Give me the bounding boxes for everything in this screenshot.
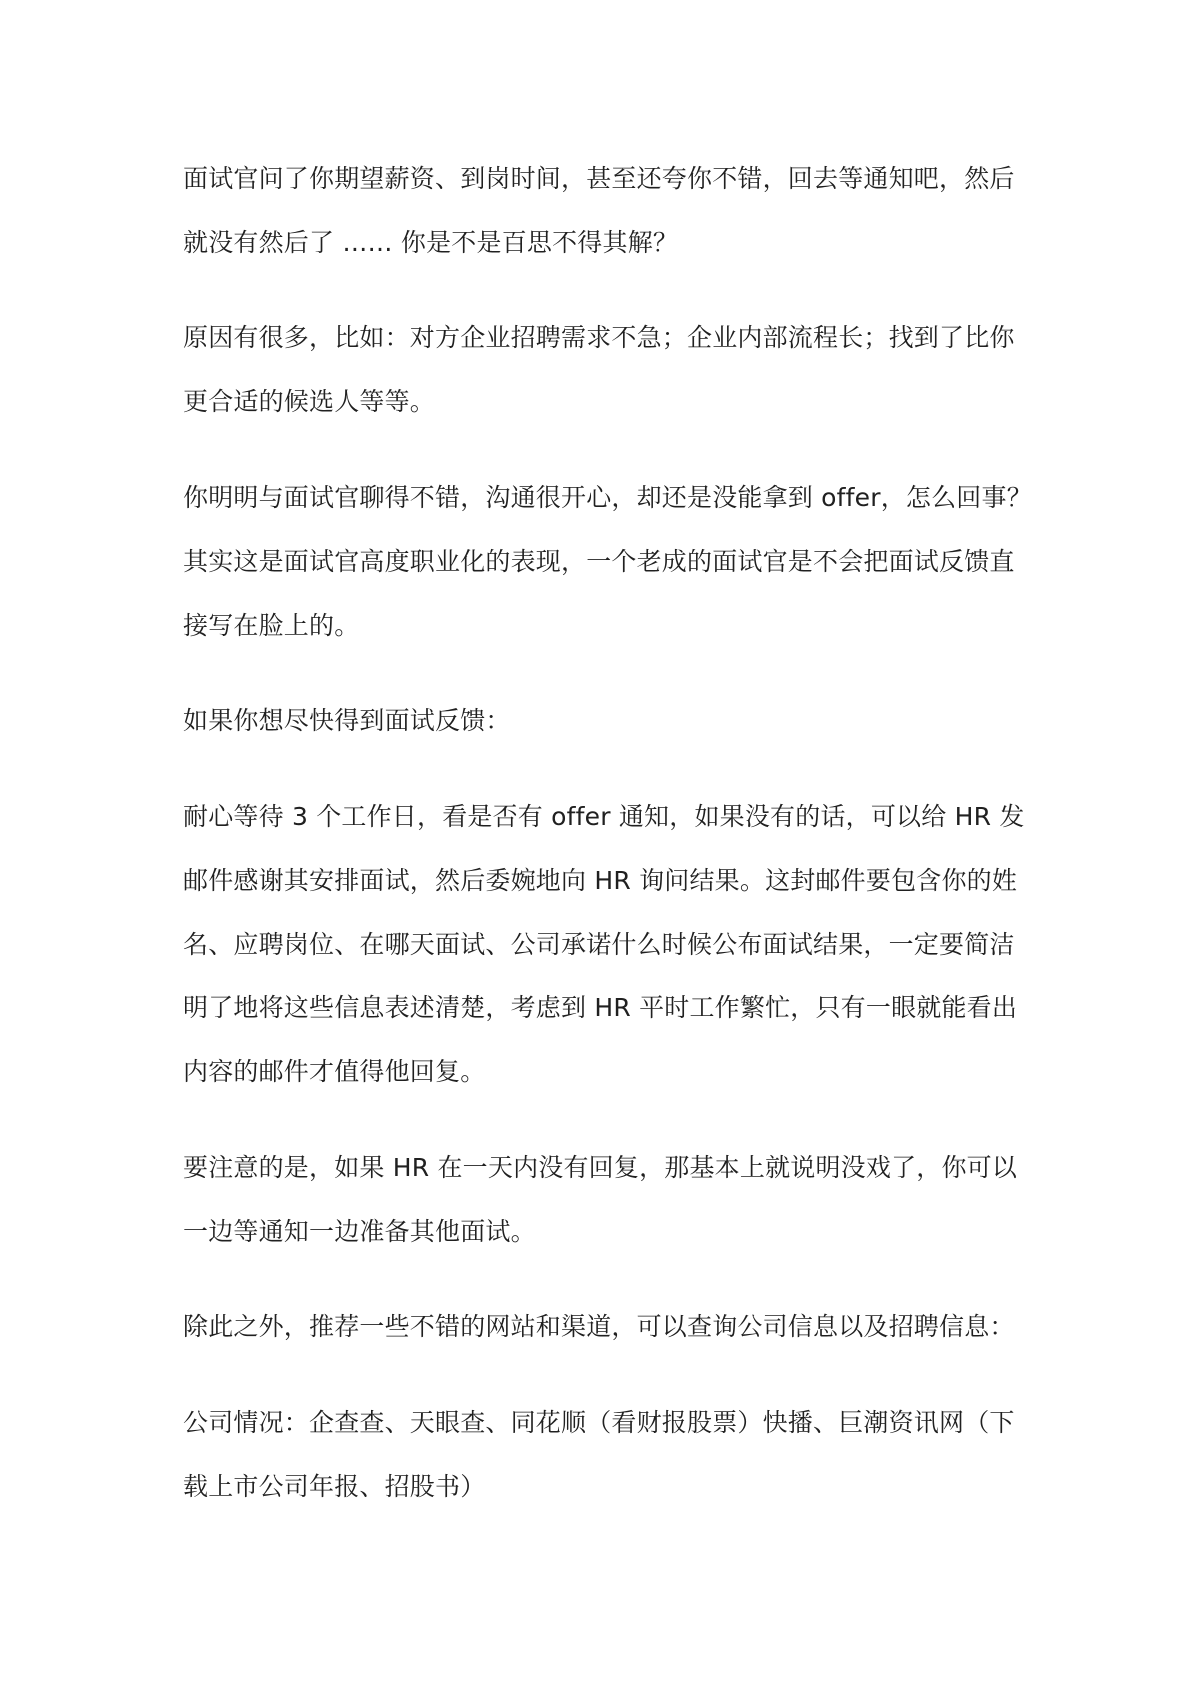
text-line: 面试官问了你期望薪资、到岗时间，甚至还夸你不错，回去等通知吧，然后 <box>183 164 1015 193</box>
text-line: 要注意的是，如果 HR 在一天内没有回复，那基本上就说明没戏了，你可以 <box>183 1153 1018 1182</box>
text-line: 内容的邮件才值得他回复。 <box>183 1057 486 1086</box>
text-line: 接写在脸上的。 <box>183 611 360 640</box>
text-line: 名、应聘岗位、在哪天面试、公司承诺什么时候公布面试结果，一定要简洁 <box>183 930 1015 959</box>
text-line: 原因有很多，比如：对方企业招聘需求不急；企业内部流程长；找到了比你 <box>183 323 1015 352</box>
text-line: 一边等通知一边准备其他面试。 <box>183 1217 536 1246</box>
text-line: 明了地将这些信息表述清楚，考虑到 HR 平时工作繁忙，只有一眼就能看出 <box>183 993 1018 1022</box>
text-line: 耐心等待 3 个工作日，看是否有 offer 通知，如果没有的话，可以给 HR 发 <box>183 802 1025 831</box>
text-line: 其实这是面试官高度职业化的表现，一个老成的面试官是不会把面试反馈直 <box>183 547 1015 576</box>
text-line: 载上市公司年报、招股书） <box>183 1472 486 1501</box>
text-line: 你明明与面试官聊得不错，沟通很开心，却还是没能拿到 offer，怎么回事？ <box>183 483 1032 512</box>
text-line: 公司情况：企查查、天眼查、同花顺（看财报股票）快播、巨潮资讯网（下 <box>183 1408 1015 1437</box>
text-line: 就没有然后了 …… 你是不是百思不得其解？ <box>183 228 679 257</box>
text-line: 如果你想尽快得到面试反馈： <box>183 706 511 735</box>
text-line: 邮件感谢其安排面试，然后委婉地向 HR 询问结果。这封邮件要包含你的姓 <box>183 866 1018 895</box>
text-line: 除此之外，推荐一些不错的网站和渠道，可以查询公司信息以及招聘信息： <box>183 1312 1015 1341</box>
text-line: 更合适的候选人等等。 <box>183 387 436 416</box>
